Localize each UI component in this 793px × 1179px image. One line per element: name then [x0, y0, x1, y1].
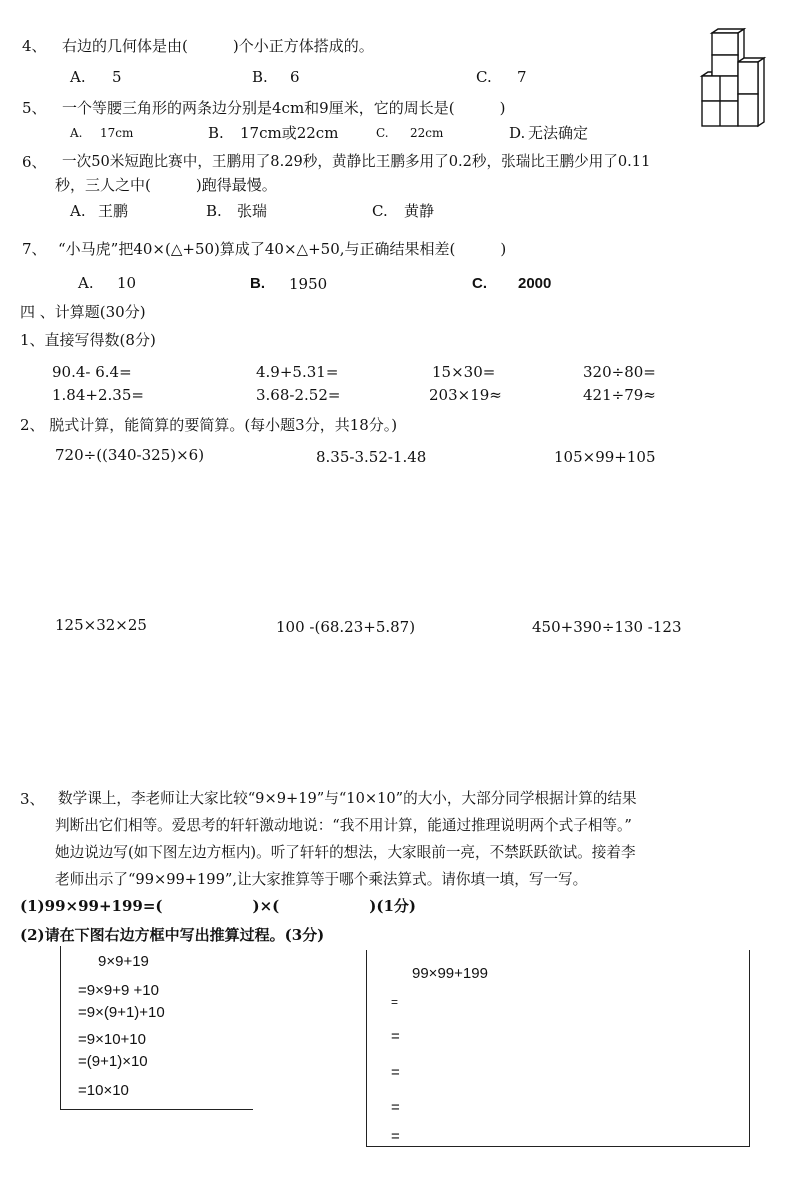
q7-option-a-text: 10: [117, 274, 137, 292]
q6-option-a-text: 王鹏: [98, 202, 129, 220]
q7-stem: “小马虎”把40×(△+50)算成了40×△+50,与正确结果相差( ): [58, 240, 507, 258]
right-box-equals-5[interactable]: =: [391, 1128, 400, 1145]
left-box-line1: 9×9+19: [98, 953, 149, 970]
right-box-expression: 99×99+199: [412, 965, 488, 982]
direct-calc-r2c3: 203×19≈: [429, 386, 502, 404]
q5-option-d-letter: D.: [509, 124, 526, 142]
part3-paragraph-line4: 老师出示了“99×99+199”,让大家推算等于哪个乘法算式。请你填一填，写一写。: [55, 871, 588, 888]
q6-option-b-letter: B.: [206, 202, 222, 220]
q4-option-a-text: 5: [112, 68, 122, 86]
right-box-left-border: [366, 950, 367, 1147]
direct-calc-r2c1: 1.84+2.35=: [52, 386, 144, 404]
part3-paragraph-line1: 数学课上，李老师让大家比较“9×9+19”与“10×10”的大小，大部分同学根据计算的结果: [58, 790, 637, 807]
q6-stem-line1: 一次50米短跑比赛中，王鹏用了8.29秒，黄静比王鹏多用了0.2秒，张瑞比王鹏少用了0.11: [62, 153, 651, 170]
q4-option-c-text: 7: [517, 68, 527, 86]
part3-sub2: (2)请在下图右边方框中写出推算过程。(3分): [20, 926, 325, 944]
q6-number: 6、: [22, 153, 47, 171]
right-box-equals-2[interactable]: =: [391, 1028, 400, 1045]
q5-number: 5、: [22, 99, 47, 117]
part3-paragraph-line2: 判断出它们相等。爱思考的轩轩激动地说：“我不用计算，能通过推理说明两个式子相等。”: [55, 817, 632, 834]
q4-option-b-letter: B.: [252, 68, 268, 86]
direct-calc-r1c1: 90.4- 6.4=: [52, 363, 132, 381]
q7-option-c-letter: C.: [472, 275, 487, 292]
q4-option-a-letter: A.: [70, 68, 86, 86]
q5-option-b-letter: B.: [208, 124, 224, 142]
part2-title: 2、 脱式计算，能简算的要简算。(每小题3分，共18分。): [20, 416, 398, 434]
q7-option-c-text: 2000: [518, 275, 552, 292]
q5-option-d-text: 无法确定: [528, 124, 589, 142]
direct-calc-r2c4: 421÷79≈: [583, 386, 656, 404]
step-calc-r2c3: 450+390÷130 -123: [532, 618, 682, 636]
part3-paragraph-line3: 她边说边写(如下图左边方框内)。听了轩轩的想法，大家眼前一亮，不禁跃跃欲试。接着李: [55, 844, 636, 861]
part3-sub1: (1)99×99+199=( )×( )(1分): [20, 897, 416, 915]
direct-calc-r2c2: 3.68-2.52=: [256, 386, 341, 404]
step-calc-r2c1: 125×32×25: [55, 616, 147, 634]
section4-title: 四 、计算题(30分): [20, 303, 146, 321]
direct-calc-r1c2: 4.9+5.31=: [256, 363, 339, 381]
q4-stem: 右边的几何体是由( )个小正方体搭成的。: [62, 37, 374, 55]
q6-option-a-letter: A.: [70, 202, 86, 220]
q6-stem-line2: 秒，三人之中( )跑得最慢。: [55, 176, 277, 194]
q7-option-a-letter: A.: [78, 274, 94, 292]
q6-option-b-text: 张瑞: [237, 202, 268, 220]
part3-number: 3、: [20, 790, 45, 808]
left-box-bottom-border: [60, 1109, 253, 1110]
q4-option-b-text: 6: [290, 68, 300, 86]
right-box-equals-3[interactable]: =: [391, 1064, 400, 1081]
q6-option-c-text: 黄静: [404, 202, 435, 220]
q6-option-c-letter: C.: [372, 202, 388, 220]
q7-option-b-text: 1950: [289, 275, 328, 293]
q7-number: 7、: [22, 240, 47, 258]
left-box-line6: =10×10: [78, 1082, 129, 1099]
q5-option-c-letter: C.: [376, 126, 389, 140]
step-calc-r1c3: 105×99+105: [554, 448, 656, 466]
left-box-line5: =(9+1)×10: [78, 1053, 148, 1070]
right-box-bottom-border: [366, 1146, 750, 1147]
left-box-line3: =9×(9+1)+10: [78, 1004, 165, 1021]
q5-stem: 一个等腰三角形的两条边分别是4cm和9厘米，它的周长是( ): [62, 99, 506, 117]
direct-calc-r1c4: 320÷80=: [583, 363, 656, 381]
part1-title: 1、直接写得数(8分): [20, 331, 156, 349]
right-box-equals-1[interactable]: =: [391, 995, 399, 1009]
q4-option-c-letter: C.: [476, 68, 492, 86]
step-calc-r1c2: 8.35-3.52-1.48: [316, 448, 427, 466]
step-calc-r2c2: 100 -(68.23+5.87): [276, 618, 416, 636]
q5-option-b-text: 17cm或22cm: [240, 124, 339, 142]
q5-option-a-letter: A.: [70, 126, 83, 140]
step-calc-r1c1: 720÷((340-325)×6): [55, 446, 205, 464]
q4-number: 4、: [22, 37, 47, 55]
left-box-line2: =9×9+9 +10: [78, 982, 159, 999]
left-box-line4: =9×10+10: [78, 1031, 146, 1048]
right-box-right-border: [749, 950, 750, 1147]
right-box-equals-4[interactable]: =: [391, 1099, 400, 1116]
q5-option-c-text: 22cm: [410, 126, 444, 140]
q7-option-b-letter: B.: [250, 275, 265, 292]
direct-calc-r1c3: 15×30=: [432, 363, 496, 381]
stacked-cubes-figure: [698, 28, 768, 130]
q5-option-a-text: 17cm: [100, 126, 134, 140]
left-box-left-border: [60, 946, 61, 1110]
